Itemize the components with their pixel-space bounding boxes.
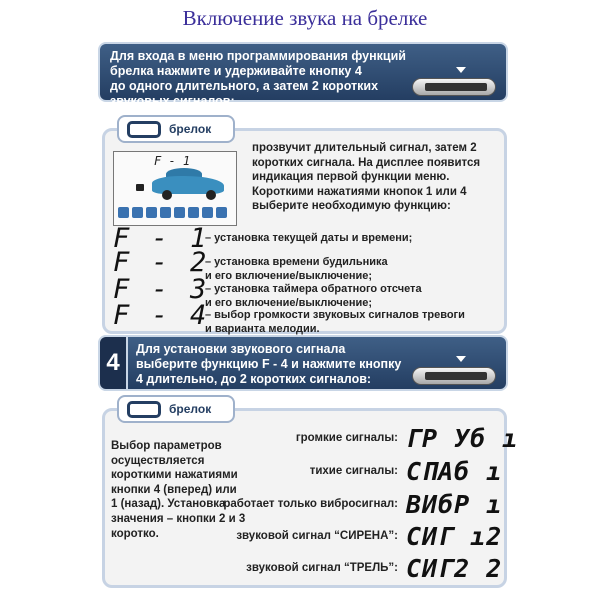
setting-code: ГР Уб ı	[406, 423, 519, 453]
status-icon	[132, 207, 143, 218]
setting-code: СПАб ı	[406, 456, 503, 486]
wheel-icon	[206, 190, 216, 200]
setting-code: ВИбР ı	[406, 489, 503, 519]
setting-label: звуковой сигнал “ТРЕЛЬ”:	[246, 562, 398, 574]
lcd-status-icons	[118, 207, 227, 218]
panel-tab-label: брелок	[169, 122, 212, 136]
key-fob-icon	[412, 367, 496, 385]
status-icon	[146, 207, 157, 218]
menu-description: прозвучит длительный сигнал, затем 2 коротких сигнала. На дисплее появится индикация первой функции меню. Короткими нажатиями кнопок 1 или 4 выберите необходимую функцию:	[252, 142, 481, 212]
setting-row	[246, 553, 503, 583]
function-code: F - 1	[113, 223, 210, 254]
wheel-icon	[162, 190, 172, 200]
setting-code: СИГ2 2	[406, 553, 503, 583]
setting-label: громкие сигналы:	[295, 432, 398, 444]
function-text: – установка времени будильника и его включение/выключение;	[205, 256, 388, 282]
setting-label: тихие сигналы:	[309, 465, 398, 477]
setting-row	[309, 456, 503, 486]
function-code: F - 4	[113, 300, 210, 331]
setting-code: СИГ ı2	[406, 521, 503, 551]
panel-tab	[117, 115, 235, 143]
function-row	[109, 300, 504, 335]
step-number: 4	[98, 335, 128, 391]
panel-tab-label: брелок	[169, 402, 212, 416]
status-icon	[160, 207, 171, 218]
setting-row	[236, 521, 503, 551]
function-text: – установка текущей даты и времени;	[205, 232, 413, 244]
arrow-down-icon	[456, 67, 466, 73]
fob-panel-sound	[102, 402, 519, 588]
status-icon	[118, 207, 129, 218]
setting-label: звуковой сигнал “СИРЕНА”:	[236, 530, 398, 542]
key-fob-icon	[412, 78, 496, 96]
step4-text: Для установки звукового сигнала выберите функцию F - 4 и нажмите кнопку 4 длительно, до 2 коротких сигналов:	[136, 342, 402, 386]
setting-row	[295, 423, 519, 453]
status-icon	[188, 207, 199, 218]
function-text: – установка таймера обратного отсчета и его включение/выключение;	[205, 283, 422, 309]
status-icon	[216, 207, 227, 218]
status-icon	[202, 207, 213, 218]
lock-icon	[136, 184, 144, 191]
setting-row	[223, 489, 503, 519]
fob-icon	[127, 401, 161, 418]
sound-description: Выбор параметров осуществляется короткими нажатиями кнопки 4 (вперед) или 1 (назад). Установка значения – кнопки 2 и 3 коротко.	[111, 440, 246, 540]
step1-text: Для входа в меню программирования функций брелка нажмите и удерживайте кнопку 4 до одного длительного, а затем 2 коротких звуковых сигналов:	[110, 49, 406, 108]
lcd-display	[113, 151, 237, 226]
step1-banner	[98, 42, 508, 108]
status-icon	[174, 207, 185, 218]
setting-label: работает только вибросигнал:	[223, 498, 398, 510]
step4-banner	[98, 335, 508, 391]
page-title: Включение звука на брелке	[182, 6, 428, 30]
function-code: F - 2	[113, 247, 210, 278]
lcd-code: F - 1	[154, 154, 191, 168]
fob-panel-menu	[102, 122, 507, 335]
function-text: – выбор громкости звуковых сигналов тревоги и варианта мелодии.	[205, 309, 465, 335]
panel-tab	[117, 395, 235, 423]
fob-icon	[127, 121, 161, 138]
function-code: F - 3	[113, 274, 210, 305]
arrow-down-icon	[456, 356, 466, 362]
